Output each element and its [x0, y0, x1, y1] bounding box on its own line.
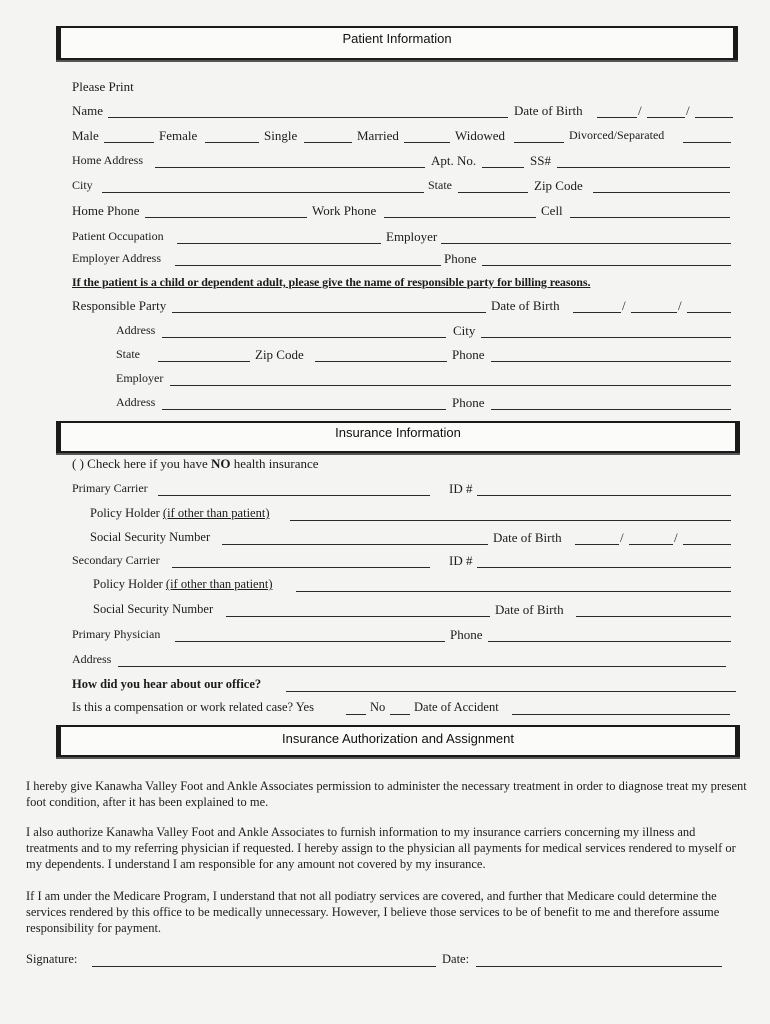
dob-separator: / — [638, 103, 642, 118]
primary-dob-day-field[interactable] — [629, 544, 673, 545]
policy-holder-field[interactable] — [290, 520, 731, 521]
policy-holder-2-label — [93, 577, 272, 592]
widowed-field[interactable] — [514, 142, 564, 143]
responsible-employer-phone-field[interactable] — [491, 409, 731, 410]
responsible-dob-day-field[interactable] — [631, 312, 677, 313]
ssn-2-label: Social Security Number — [93, 602, 214, 616]
no-insurance-suffix: health insurance — [230, 456, 319, 471]
secondary-carrier-label: Secondary Carrier — [72, 553, 160, 567]
section-title: Insurance Information — [335, 425, 461, 440]
responsible-zip-label: Zip Code — [255, 347, 304, 362]
responsible-employer-address-field[interactable] — [162, 409, 446, 410]
no-insurance-checkbox-label[interactable] — [72, 456, 319, 472]
dob-separator: / — [678, 298, 682, 313]
primary-id-label: ID # — [449, 481, 473, 496]
primary-ssn-field[interactable] — [222, 544, 488, 545]
primary-physician-field[interactable] — [175, 641, 445, 642]
primary-dob-label: Date of Birth — [493, 530, 562, 545]
responsible-city-label: City — [453, 323, 476, 338]
single-field[interactable] — [304, 142, 352, 143]
please-print-label: Please Print — [72, 79, 134, 94]
authorization-paragraph-2: I also authorize Kanawha Valley Foot and Ankle Associates to furnish information to my insurance carriers concerning my illness and treatments and to my referring physician if requested. I hereby assign to the physician all payments for medical services rendered to myself or my dependents. I understand I am responsible for any amount not covered by my insurance. — [26, 825, 736, 871]
single-label: Single — [264, 128, 298, 143]
zip-field[interactable] — [593, 192, 730, 193]
dob-separator: / — [620, 530, 624, 545]
physician-address-field[interactable] — [118, 666, 726, 667]
responsible-phone-field[interactable] — [491, 361, 731, 362]
no-insurance-bold: NO — [210, 456, 231, 471]
male-field[interactable] — [104, 142, 154, 143]
secondary-ssn-field[interactable] — [226, 616, 490, 617]
state-field[interactable] — [458, 192, 528, 193]
responsible-phone-label: Phone — [452, 347, 485, 362]
date-accident-label: Date of Accident — [414, 700, 499, 714]
responsible-city-field[interactable] — [481, 337, 731, 338]
responsible-employer-phone-label: Phone — [452, 395, 485, 410]
insurance-authorization-header — [56, 725, 740, 757]
responsible-dob-month-field[interactable] — [573, 312, 621, 313]
dob-day-field[interactable] — [647, 117, 685, 118]
physician-phone-label: Phone — [450, 627, 483, 642]
section-title: Insurance Authorization and Assignment — [282, 731, 514, 746]
primary-id-field[interactable] — [477, 495, 731, 496]
comp-no-field[interactable] — [390, 714, 410, 715]
female-label: Female — [159, 128, 198, 143]
secondary-dob-field[interactable] — [576, 616, 731, 617]
if-other-text: (if other than patient) — [165, 577, 273, 591]
section-title: Patient Information — [342, 31, 452, 46]
secondary-dob-label: Date of Birth — [495, 602, 564, 617]
dob-label: Date of Birth — [514, 103, 583, 118]
home-address-field[interactable] — [155, 167, 425, 168]
responsible-party-label: Responsible Party — [72, 298, 167, 313]
home-phone-label: Home Phone — [72, 203, 140, 218]
if-other-text: (if other than patient) — [162, 506, 270, 520]
dob-month-field[interactable] — [597, 117, 637, 118]
dob-separator: / — [686, 103, 690, 118]
comp-yes-field[interactable] — [346, 714, 366, 715]
policy-holder-2-field[interactable] — [296, 591, 731, 592]
date-label: Date: — [442, 952, 470, 966]
responsible-party-field[interactable] — [172, 312, 486, 313]
ssn-label: Social Security Number — [90, 530, 211, 544]
how-hear-field[interactable] — [286, 691, 736, 692]
married-field[interactable] — [404, 142, 450, 143]
date-accident-field[interactable] — [512, 714, 730, 715]
authorization-paragraph-3: If I am under the Medicare Program, I understand that not all podiatry services are covered, and further that Medicare could determine the services rendered by this office to be medically unnecessary. However, I believe those services to be of benefit to me and therefore assume responsibility for payment. — [26, 889, 720, 935]
widowed-label: Widowed — [455, 128, 506, 143]
physician-phone-field[interactable] — [488, 641, 731, 642]
male-label: Male — [72, 128, 99, 143]
responsible-dob-year-field[interactable] — [687, 312, 731, 313]
patient-information-header — [56, 26, 738, 60]
apt-no-field[interactable] — [482, 167, 524, 168]
responsible-party-notice: If the patient is a child or dependent adult, please give the name of responsible party for billing reasons. — [72, 275, 591, 289]
dob-separator: / — [674, 530, 678, 545]
signature-field[interactable] — [92, 966, 436, 967]
responsible-employer-address-label: Address — [116, 395, 156, 409]
occupation-label: Patient Occupation — [72, 229, 164, 243]
insurance-information-header — [56, 421, 740, 453]
secondary-id-field[interactable] — [477, 567, 731, 568]
ssn-field[interactable] — [557, 167, 730, 168]
employer-address-field[interactable] — [175, 265, 441, 266]
responsible-state-field[interactable] — [158, 361, 250, 362]
divorced-field[interactable] — [683, 142, 731, 143]
apt-no-label: Apt. No. — [431, 153, 477, 168]
female-field[interactable] — [205, 142, 259, 143]
zip-label: Zip Code — [534, 178, 583, 193]
ssn-label: SS# — [530, 153, 551, 168]
married-label: Married — [357, 128, 399, 143]
policy-holder-label — [90, 506, 269, 521]
signature-label: Signature: — [26, 952, 78, 966]
primary-carrier-label: Primary Carrier — [72, 481, 148, 495]
physician-address-label: Address — [72, 652, 112, 666]
secondary-id-label: ID # — [449, 553, 473, 568]
divorced-label: Divorced/Separated — [569, 128, 665, 142]
employer-field[interactable] — [441, 243, 731, 244]
comp-no-label: No — [370, 700, 386, 714]
authorization-paragraph-1: I hereby give Kanawha Valley Foot and Ankle Associates permission to administer the necessary treatment in order to diagnose treat my present foot condition, after it has been explained to me. — [26, 779, 747, 809]
responsible-address-label: Address — [116, 323, 156, 337]
cell-field[interactable] — [570, 217, 730, 218]
city-field[interactable] — [102, 192, 424, 193]
cell-label: Cell — [541, 203, 563, 218]
name-field[interactable] — [108, 117, 508, 118]
responsible-zip-field[interactable] — [315, 361, 447, 362]
home-address-label: Home Address — [72, 153, 143, 167]
primary-carrier-field[interactable] — [158, 495, 430, 496]
policy-holder-text: Policy Holder — [93, 577, 163, 591]
home-phone-field[interactable] — [145, 217, 307, 218]
state-label: State — [428, 178, 452, 192]
dob-separator: / — [622, 298, 626, 313]
no-insurance-text: ( ) Check here if you have — [72, 456, 211, 471]
employer-phone-field[interactable] — [482, 265, 731, 266]
employer-phone-label: Phone — [444, 251, 477, 266]
primary-dob-month-field[interactable] — [575, 544, 619, 545]
how-hear-label: How did you hear about our office? — [72, 677, 262, 691]
comp-case-label: Is this a compensation or work related case? Yes — [72, 700, 314, 714]
responsible-employer-field[interactable] — [170, 385, 731, 386]
name-label: Name — [72, 103, 104, 118]
responsible-address-field[interactable] — [162, 337, 446, 338]
work-phone-field[interactable] — [384, 217, 536, 218]
secondary-carrier-field[interactable] — [172, 567, 430, 568]
primary-physician-label: Primary Physician — [72, 627, 161, 641]
employer-label: Employer — [386, 229, 438, 244]
work-phone-label: Work Phone — [312, 203, 377, 218]
responsible-state-label: State — [116, 347, 140, 361]
employer-address-label: Employer Address — [72, 251, 161, 265]
responsible-dob-label: Date of Birth — [491, 298, 560, 313]
city-label: City — [72, 178, 93, 192]
responsible-employer-label: Employer — [116, 371, 164, 385]
occupation-field[interactable] — [177, 243, 381, 244]
primary-dob-year-field[interactable] — [683, 544, 731, 545]
policy-holder-text: Policy Holder — [90, 506, 160, 520]
signature-date-field[interactable] — [476, 966, 722, 967]
dob-year-field[interactable] — [695, 117, 733, 118]
